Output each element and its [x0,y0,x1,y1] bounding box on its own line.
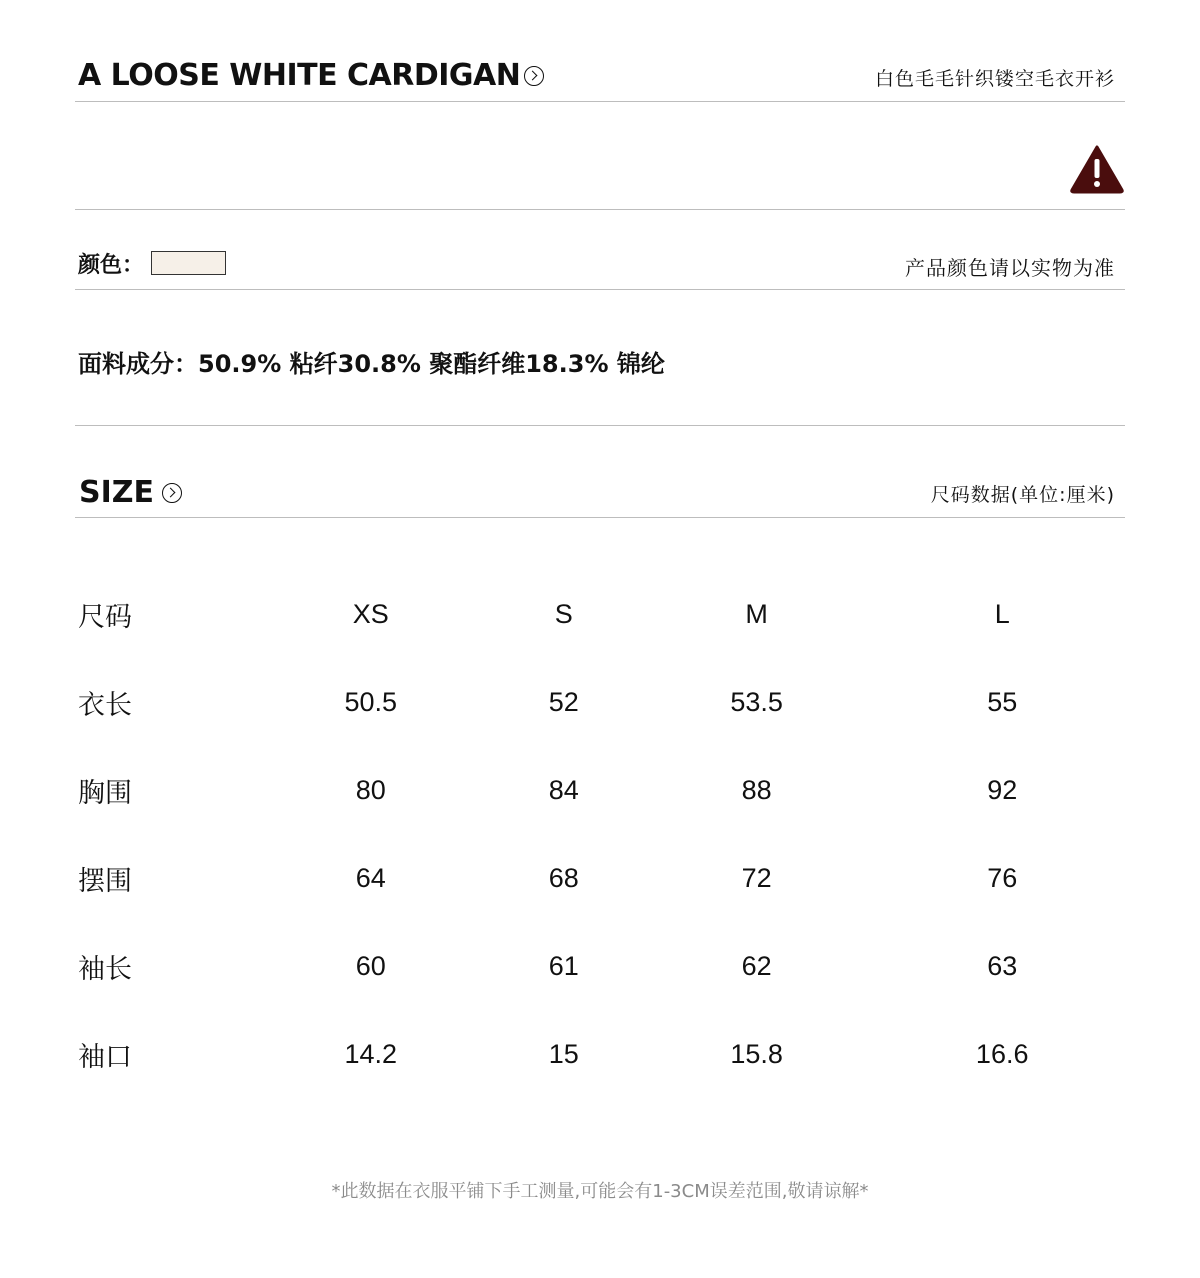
size-table [75,570,1125,1098]
cell: 84 [548,774,579,805]
measurement-footnote: *此数据在衣服平铺下手工测量,可能会有1-3CM误差范围,敬请谅解* [331,1181,869,1202]
subtitle-cn: 白色毛毛针织镂空毛衣开衫 [874,68,1115,90]
page-title [78,58,544,93]
divider [75,101,1125,102]
divider [75,209,1125,210]
row-label: 袖长 [78,953,132,985]
cell: 53.5 [730,686,783,717]
size-title [79,475,182,510]
table-row [75,746,1125,834]
divider [75,425,1125,426]
size-header: M [745,598,768,629]
row-label: 衣长 [78,689,132,721]
warning-triangle-icon [1069,144,1125,194]
cell: 52 [548,686,579,717]
table-row [75,834,1125,922]
cell: 92 [987,774,1018,805]
cell: 62 [741,950,772,981]
size-title-text: SIZE [79,475,155,510]
color-label: 颜色： [78,253,145,278]
fabric-composition: 面料成分：50.9% 粘纤30.8% 聚酯纤维18.3% 锦纶 [78,350,665,378]
cell: 76 [987,862,1018,893]
table-row [75,658,1125,746]
cell: 61 [548,950,579,981]
cell: 60 [355,950,386,981]
table-header-row [75,570,1125,658]
cell: 88 [741,774,772,805]
color-swatch [151,251,226,275]
table-row [75,922,1125,1010]
cell: 15 [548,1038,579,1069]
row-label: 摆围 [78,865,132,897]
header-label: 尺码 [78,601,132,633]
circle-chevron-right-icon [524,66,544,86]
cell: 14.2 [344,1038,398,1069]
divider [75,517,1125,518]
color-note: 产品颜色请以实物为准 [905,256,1115,280]
circle-chevron-right-icon [162,483,182,503]
cell: 72 [741,862,772,893]
title-text: A LOOSE WHITE CARDIGAN [78,58,521,93]
cell: 68 [548,862,579,893]
divider [75,289,1125,290]
cell: 63 [987,950,1018,981]
cell: 55 [987,686,1018,717]
cell: 80 [355,774,386,805]
row-label: 袖口 [78,1041,132,1073]
cell: 15.8 [730,1038,783,1069]
cell: 16.6 [975,1038,1029,1069]
table-row [75,1010,1125,1098]
cell: 64 [355,862,386,893]
size-header: XS [352,598,389,629]
row-label: 胸围 [78,777,132,809]
unit-note: 尺码数据(单位:厘米) [930,484,1115,506]
size-header: L [994,598,1010,629]
size-header: S [554,598,573,629]
cell: 50.5 [344,686,398,717]
